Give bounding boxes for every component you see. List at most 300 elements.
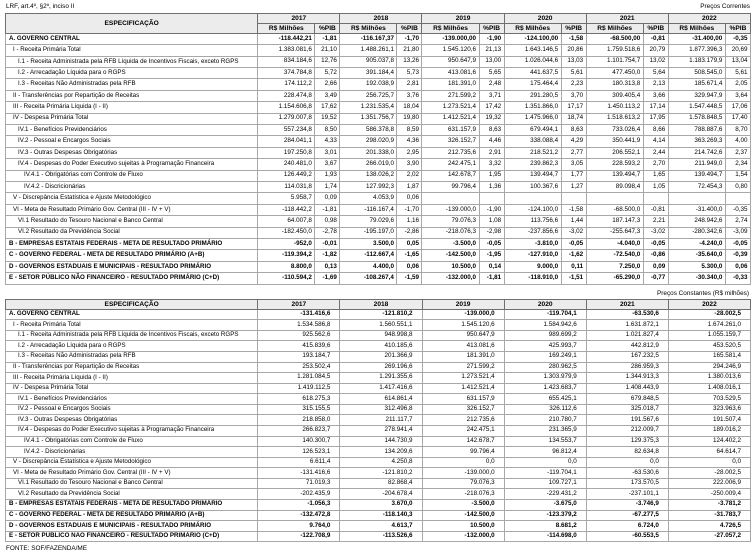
column-header-rs-milhoes: R$ Milhões — [586, 23, 643, 33]
cell-value-pib: 20,86 — [561, 45, 586, 56]
row-label: C - GOVERNO FEDERAL - META DE RESULTADO PRIMÁRIO (A+B) — [6, 250, 258, 261]
cell-value-pib: 2,95 — [397, 147, 422, 158]
cell-value-rs: 4.053,9 — [340, 193, 397, 204]
row-label: IV.4 - Despesas do Poder Executivo sujeitas à Programação Financeira — [6, 159, 258, 170]
cell-value-rs: 126.449,2 — [258, 170, 315, 181]
cell-value: 1.380.013,6 — [668, 373, 750, 384]
cell-value-rs: -118.910,0 — [504, 273, 561, 284]
cell-value-pib: 17,62 — [315, 102, 340, 113]
cell-value-pib: 2,77 — [561, 147, 586, 158]
cell-value-rs: 1.518.613,2 — [586, 113, 643, 124]
table-row — [6, 238, 751, 249]
cell-value-rs: 309.405,4 — [586, 90, 643, 101]
cell-value-pib: 5,65 — [479, 68, 504, 79]
cell-value: 8.681,2 — [504, 521, 586, 532]
cell-value: 631.157,9 — [422, 394, 504, 405]
row-label: D - GOVERNOS ESTADUAIS E MUNICIPAIS - RESULTADO PRIMÁRIO — [6, 261, 258, 272]
cell-value-rs — [422, 193, 479, 204]
cell-value: 129.375,3 — [586, 436, 668, 447]
table-row — [6, 351, 751, 362]
cell-value: 71.019,3 — [258, 478, 340, 489]
cell-value-rs: -255.647,3 — [586, 227, 643, 238]
cell-value-rs: -119.394,2 — [258, 250, 315, 261]
cell-value-rs: 181.391,0 — [422, 79, 479, 90]
source-note: FONTE: SOF/FAZENDA/ME — [6, 545, 87, 553]
row-label: III - Receita Primária Líquida (I - II) — [6, 102, 258, 113]
cell-value: 925.562,6 — [258, 330, 340, 341]
constant-prices-label: Preços Constantes (R$ milhões) — [657, 289, 749, 297]
cell-value-rs: 679.494,1 — [504, 125, 561, 136]
row-label: III - Receita Primária Líquida (I - II) — [6, 373, 258, 384]
year-header: 2021 — [586, 299, 668, 309]
cell-value: 191.567,6 — [586, 415, 668, 426]
cell-value-pib: -1,82 — [315, 250, 340, 261]
cell-value: 126.523,1 — [258, 447, 340, 458]
cell-value: -3.746,9 — [586, 500, 668, 511]
column-header-rs-milhoes: R$ Milhões — [258, 23, 315, 33]
cell-value-pib: -2,78 — [315, 227, 340, 238]
cell-value-pib: 4,00 — [725, 136, 750, 147]
cell-value: 989.699,2 — [504, 330, 586, 341]
cell-value-rs: 298.020,9 — [340, 136, 397, 147]
cell-value-rs: 905.037,8 — [340, 56, 397, 67]
cell-value-pib: 0,06 — [725, 261, 750, 272]
cell-value-rs: 174.112,2 — [258, 79, 315, 90]
row-label: IV.1 - Benefícios Previdenciários — [6, 394, 258, 405]
cell-value-pib: 4,46 — [479, 136, 504, 147]
cell-value: -123.379,2 — [504, 510, 586, 521]
year-header-row — [6, 13, 751, 23]
cell-value-rs: 291.280,5 — [504, 90, 561, 101]
cell-value-rs: -65.290,0 — [586, 273, 643, 284]
cell-value-rs: -3.810,0 — [504, 238, 561, 249]
cell-value-pib: 2,37 — [725, 147, 750, 158]
cell-value: 0,0 — [586, 457, 668, 468]
cell-value: 4.726,5 — [668, 521, 750, 532]
cell-value-pib: -0,05 — [479, 238, 504, 249]
table-row — [6, 273, 751, 284]
cell-value-pib: 2,23 — [561, 79, 586, 90]
year-header: 2019 — [422, 13, 504, 23]
cell-value-pib: 0,09 — [643, 261, 668, 272]
current-prices-table — [5, 13, 751, 285]
row-label: VI - Meta de Resultado Primário Gov. Central (III - IV + V) — [6, 204, 258, 215]
cell-value-pib: 13,00 — [479, 56, 504, 67]
cell-value-rs — [586, 193, 643, 204]
cell-value-pib: 3,71 — [479, 90, 504, 101]
cell-value-rs: -139.000,00 — [422, 33, 479, 44]
cell-value: 1.534.586,8 — [258, 320, 340, 331]
cell-value-pib: 13,03 — [561, 56, 586, 67]
cell-value: -237.101,1 — [586, 489, 668, 500]
cell-value-pib: 1,44 — [561, 216, 586, 227]
row-label: VI.1 Resultado do Tesouro Nacional e Banco Central — [6, 478, 258, 489]
cell-value-pib — [725, 193, 750, 204]
table-row — [6, 489, 751, 500]
year-header: 2019 — [422, 299, 504, 309]
cell-value-rs: 350.441,9 — [586, 136, 643, 147]
cell-value-pib: -0,81 — [643, 204, 668, 215]
cell-value-pib: 0,06 — [397, 193, 422, 204]
cell-value-pib: 17,06 — [725, 102, 750, 113]
cell-value-rs: -4.040,0 — [586, 238, 643, 249]
cell-value: 218.858,0 — [258, 415, 340, 426]
cell-value-pib: 1,27 — [561, 181, 586, 192]
cell-value-rs: 211.949,0 — [668, 159, 725, 170]
cell-value-rs: 4.400,0 — [340, 261, 397, 272]
cell-value-pib: -1,70 — [397, 204, 422, 215]
cell-value: 1.273.521,4 — [422, 373, 504, 384]
cell-value-pib: 3,67 — [315, 159, 340, 170]
cell-value-pib: 0,13 — [315, 261, 340, 272]
cell-value-pib: 0,11 — [561, 261, 586, 272]
cell-value-rs: 206.552,1 — [586, 147, 643, 158]
cell-value-rs: 586.378,8 — [340, 125, 397, 136]
cell-value-pib: 0,06 — [397, 261, 422, 272]
cell-value: -121.810,2 — [340, 468, 422, 479]
cell-value-rs: 441.637,5 — [504, 68, 561, 79]
column-header-pib: %PIB — [479, 23, 504, 33]
year-header: 2022 — [668, 13, 750, 23]
cell-value: 140.300,7 — [258, 436, 340, 447]
cell-value-pib: -1,59 — [397, 273, 422, 284]
cell-value-pib: -1,90 — [479, 33, 504, 44]
cell-value: -202.435,9 — [258, 489, 340, 500]
cell-value-pib: 19,52 — [315, 113, 340, 124]
cell-value-rs: 391.184,4 — [340, 68, 397, 79]
column-header-rs-milhoes: R$ Milhões — [422, 23, 479, 33]
cell-value: 325.018,7 — [586, 404, 668, 415]
cell-value: 415.839,6 — [258, 341, 340, 352]
cell-value: 294.246,9 — [668, 362, 750, 373]
cell-value: 315.155,5 — [258, 404, 340, 415]
cell-value-pib: 3,05 — [561, 159, 586, 170]
cell-value-rs: 240.481,0 — [258, 159, 315, 170]
cell-value: -229.431,2 — [504, 489, 586, 500]
table-row — [6, 227, 751, 238]
table-row — [6, 204, 751, 215]
cell-value: -132.472,8 — [258, 510, 340, 521]
cell-value-pib: 0,14 — [479, 261, 504, 272]
cell-value: 269.196,6 — [340, 362, 422, 373]
legal-reference-note: LRF, art.4º, §2º, inciso II — [6, 3, 75, 10]
cell-value: 191.507,4 — [668, 415, 750, 426]
cell-value: -131.416,6 — [258, 309, 340, 320]
cell-value-pib: 8,70 — [725, 125, 750, 136]
spec-column-header: ESPECIFICAÇÃO — [6, 299, 258, 309]
cell-value-pib: -1,81 — [315, 33, 340, 44]
cell-value-rs: 239.862,3 — [504, 159, 561, 170]
cell-value-rs: -116.167,37 — [340, 33, 397, 44]
cell-value-rs: -952,0 — [258, 238, 315, 249]
row-label: I - Receita Primária Total — [6, 45, 258, 56]
cell-value-rs: 1.450.113,2 — [586, 102, 643, 113]
cell-value-pib: 12,76 — [315, 56, 340, 67]
cell-value-pib: 5,61 — [725, 68, 750, 79]
cell-value-rs: 113.756,6 — [504, 216, 561, 227]
cell-value-rs: 1.026.044,6 — [504, 56, 561, 67]
cell-value: 6.724,0 — [586, 521, 668, 532]
cell-value-pib: -0,86 — [643, 250, 668, 261]
cell-value-pib: 0,98 — [315, 216, 340, 227]
cell-value-pib: 13,26 — [397, 56, 422, 67]
table-row — [6, 330, 751, 341]
cell-value: 144.730,9 — [340, 436, 422, 447]
cell-value-pib: -1,70 — [397, 33, 422, 44]
cell-value-rs: 1.273.521,4 — [422, 102, 479, 113]
cell-value: 286.959,3 — [586, 362, 668, 373]
cell-value-rs: 127.992,3 — [340, 181, 397, 192]
cell-value-pib: 17,42 — [479, 102, 504, 113]
cell-value-pib: -0,77 — [643, 273, 668, 284]
column-header-pib: %PIB — [315, 23, 340, 33]
cell-value-rs: 64.007,8 — [258, 216, 315, 227]
cell-value-rs: 100.367,6 — [504, 181, 561, 192]
cell-value: 3.670,0 — [340, 500, 422, 511]
cell-value-rs: 228.474,8 — [258, 90, 315, 101]
cell-value: 679.848,5 — [586, 394, 668, 405]
cell-value: 210.780,7 — [504, 415, 586, 426]
cell-value-rs: 138.026,2 — [340, 170, 397, 181]
cell-value-rs: -139.000,0 — [422, 204, 479, 215]
cell-value: 82.634,8 — [586, 447, 668, 458]
cell-value: -139.000,0 — [422, 468, 504, 479]
cell-value-rs: 1.545.120,6 — [422, 45, 479, 56]
table-row — [6, 113, 751, 124]
cell-value-pib: 1,08 — [479, 216, 504, 227]
cell-value-pib: -0,35 — [725, 33, 750, 44]
cell-value-rs: 114.031,8 — [258, 181, 315, 192]
cell-value: -28.002,5 — [668, 468, 750, 479]
cell-value: 142.678,7 — [422, 436, 504, 447]
cell-value: 181.391,0 — [422, 351, 504, 362]
cell-value-rs: 180.313,8 — [586, 79, 643, 90]
cell-value-rs: -280.342,6 — [668, 227, 725, 238]
row-label: V - Discrepância Estatística e Ajuste Metodológico — [6, 193, 258, 204]
cell-value: 312.496,8 — [340, 404, 422, 415]
cell-value: 410.185,6 — [340, 341, 422, 352]
row-label: E - SETOR PÚBLICO NÃO FINANCEIRO - RESULTADO PRIMÁRIO (C+D) — [6, 273, 258, 284]
cell-value-pib: 2,05 — [725, 79, 750, 90]
cell-value-rs: -124.100,00 — [504, 33, 561, 44]
cell-value-pib: 1,87 — [397, 181, 422, 192]
cell-value-pib — [561, 193, 586, 204]
spec-column-header: ESPECIFICAÇÃO — [6, 13, 258, 33]
table-row — [6, 90, 751, 101]
cell-value-rs: 1.383.081,6 — [258, 45, 315, 56]
table-row — [6, 478, 751, 489]
cell-value-pib: 3,66 — [643, 90, 668, 101]
cell-value: 1.631.872,1 — [586, 320, 668, 331]
cell-value: -31.783,7 — [668, 510, 750, 521]
cell-value-pib: 2,66 — [315, 79, 340, 90]
cell-value: 134.553,7 — [504, 436, 586, 447]
row-label: IV.4.1 - Obrigatórias com Controle de Fluxo — [6, 170, 258, 181]
table-row — [6, 457, 751, 468]
row-label: VI.2 Resultado da Previdência Social — [6, 489, 258, 500]
cell-value-pib: 20,79 — [643, 45, 668, 56]
cell-value-rs: -118.442,2 — [258, 204, 315, 215]
cell-value: 1.423.683,7 — [504, 383, 586, 394]
cell-value: 1.281.084,5 — [258, 373, 340, 384]
cell-value: 169.249,1 — [504, 351, 586, 362]
cell-value-rs: 248.942,6 — [668, 216, 725, 227]
row-label: IV.2 - Pessoal e Encargos Sociais — [6, 136, 258, 147]
cell-value-rs: 256.725,7 — [340, 90, 397, 101]
cell-value-pib: 1,05 — [643, 181, 668, 192]
cell-value-pib: 4,33 — [315, 136, 340, 147]
cell-value-pib: 18,04 — [397, 102, 422, 113]
cell-value-rs: 228.593,2 — [586, 159, 643, 170]
row-label: IV.2 - Pessoal e Encargos Sociais — [6, 404, 258, 415]
table-row — [6, 79, 751, 90]
row-label: I.2 - Arrecadação Líquida para o RGPS — [6, 341, 258, 352]
cell-value-pib: 5,72 — [315, 68, 340, 79]
cell-value: 189.016,2 — [668, 425, 750, 436]
cell-value: 211.117,7 — [340, 415, 422, 426]
cell-value-pib: 5,64 — [643, 68, 668, 79]
cell-value-rs: 212.735,6 — [422, 147, 479, 158]
table-row — [6, 447, 751, 458]
cell-value-rs: 326.152,7 — [422, 136, 479, 147]
cell-value-rs: -68.500,00 — [586, 33, 643, 44]
cell-value: -122.708,9 — [258, 531, 340, 542]
cell-value-pib: 3,70 — [561, 90, 586, 101]
cell-value: 109.727,1 — [504, 478, 586, 489]
cell-value: -67.277,5 — [586, 510, 668, 521]
cell-value-rs: 508.545,0 — [668, 68, 725, 79]
cell-value: 950.647,9 — [422, 330, 504, 341]
cell-value: -204.678,4 — [340, 489, 422, 500]
cell-value: -60.553,5 — [586, 531, 668, 542]
cell-value: 1.412.521,4 — [422, 383, 504, 394]
cell-value-pib: 3,01 — [315, 147, 340, 158]
cell-value: -113.526,6 — [340, 531, 422, 542]
table-row — [6, 68, 751, 79]
cell-value-pib: 2,02 — [397, 170, 422, 181]
cell-value-pib: -1,62 — [561, 250, 586, 261]
cell-value-rs: 1.475.966,0 — [504, 113, 561, 124]
cell-value: 1.408.016,1 — [668, 383, 750, 394]
table-row — [6, 102, 751, 113]
cell-value-rs: 363.269,3 — [668, 136, 725, 147]
cell-value-pib: 5,61 — [561, 68, 586, 79]
cell-value-pib: 18,74 — [561, 113, 586, 124]
cell-value-rs: -108.267,4 — [340, 273, 397, 284]
cell-value-pib: 8,63 — [479, 125, 504, 136]
table-row — [6, 309, 751, 320]
cell-value: 167.232,5 — [586, 351, 668, 362]
cell-value-rs: 139.494,7 — [586, 170, 643, 181]
cell-value: 222.006,9 — [668, 478, 750, 489]
cell-value-pib: 3,90 — [397, 159, 422, 170]
cell-value-pib: -3,09 — [725, 227, 750, 238]
row-label: VI - Meta de Resultado Primário Gov. Central (III - IV + V) — [6, 468, 258, 479]
column-header-pib: %PIB — [397, 23, 422, 33]
cell-value-rs: 214.742,6 — [668, 147, 725, 158]
cell-value-pib: -0,81 — [643, 33, 668, 44]
cell-value-rs: -31.400,00 — [668, 33, 725, 44]
cell-value: 278.941,4 — [340, 425, 422, 436]
row-label: C - GOVERNO FEDERAL - META DE RESULTADO PRIMÁRIO (A+B) — [6, 510, 258, 521]
cell-value-rs: 788.887,6 — [668, 125, 725, 136]
cell-value: 0,0 — [504, 457, 586, 468]
cell-value-pib: -2,98 — [479, 227, 504, 238]
cell-value-pib: 21,10 — [315, 45, 340, 56]
cell-value-pib: -0,05 — [561, 238, 586, 249]
column-header-pib: %PIB — [725, 23, 750, 33]
cell-value: -131.416,6 — [258, 468, 340, 479]
cell-value: 618.275,3 — [258, 394, 340, 405]
row-label: I.3 - Receitas Não Administradas pela RFB — [6, 79, 258, 90]
cell-value: 212.009,7 — [586, 425, 668, 436]
cell-value-rs: 10.500,0 — [422, 261, 479, 272]
cell-value: 703.529,5 — [668, 394, 750, 405]
year-header-row — [6, 299, 751, 309]
cell-value-rs: -218.076,3 — [422, 227, 479, 238]
cell-value-rs: -35.640,0 — [668, 250, 725, 261]
cell-value-rs: 834.184,6 — [258, 56, 315, 67]
cell-value: 1.417.416,6 — [340, 383, 422, 394]
cell-value-pib: 1,36 — [479, 181, 504, 192]
cell-value-pib — [479, 193, 504, 204]
cell-value-rs: 374.784,8 — [258, 68, 315, 79]
cell-value-rs — [668, 193, 725, 204]
cell-value: 134.209,6 — [340, 447, 422, 458]
cell-value-rs: 631.157,9 — [422, 125, 479, 136]
cell-value-pib: 4,14 — [643, 136, 668, 147]
cell-value-rs: 192.038,9 — [340, 79, 397, 90]
column-header-pib: %PIB — [643, 23, 668, 33]
cell-value: -3.675,0 — [504, 500, 586, 511]
cell-value: 201.366,9 — [340, 351, 422, 362]
year-header: 2021 — [586, 13, 668, 23]
table-row — [6, 425, 751, 436]
cell-value: 9.764,0 — [258, 521, 340, 532]
cell-value-rs: 284.041,1 — [258, 136, 315, 147]
cell-value-pib: -1,81 — [479, 273, 504, 284]
year-header: 2020 — [504, 13, 586, 23]
table-row — [6, 531, 751, 542]
cell-value-pib: 2,13 — [643, 79, 668, 90]
cell-value-pib: -1,90 — [479, 204, 504, 215]
year-header: 2017 — [258, 13, 340, 23]
cell-value: -218.076,3 — [422, 489, 504, 500]
top-bar — [5, 3, 751, 11]
cell-value: 4.250,8 — [340, 457, 422, 468]
table-row — [6, 415, 751, 426]
cell-value: -119.704,1 — [504, 468, 586, 479]
cell-value-rs: -68.500,0 — [586, 204, 643, 215]
cell-value: 326.112,6 — [504, 404, 586, 415]
cell-value-pib: -3,02 — [561, 227, 586, 238]
row-label: E - SETOR PÚBLICO NÃO FINANCEIRO - RESULTADO PRIMÁRIO (C+D) — [6, 531, 258, 542]
cell-value-rs: 1.877.396,3 — [668, 45, 725, 56]
cell-value-rs: 201.338,0 — [340, 147, 397, 158]
table-row — [6, 383, 751, 394]
row-label: IV.1 - Benefícios Previdenciários — [6, 125, 258, 136]
cell-value-pib: 17,40 — [725, 113, 750, 124]
cell-value: 1.545.120,6 — [422, 320, 504, 331]
constant-prices-table-body — [6, 309, 751, 542]
row-label: IV.4 - Despesas do Poder Executivo sujeitas à Programação Financeira — [6, 425, 258, 436]
cell-value-pib: 2,74 — [725, 216, 750, 227]
row-label: A. GOVERNO CENTRAL — [6, 309, 258, 320]
cell-value-pib: 8,50 — [315, 125, 340, 136]
cell-value-pib: 1,95 — [479, 170, 504, 181]
cell-value: -132.000,0 — [422, 531, 504, 542]
cell-value-pib: 19,80 — [397, 113, 422, 124]
